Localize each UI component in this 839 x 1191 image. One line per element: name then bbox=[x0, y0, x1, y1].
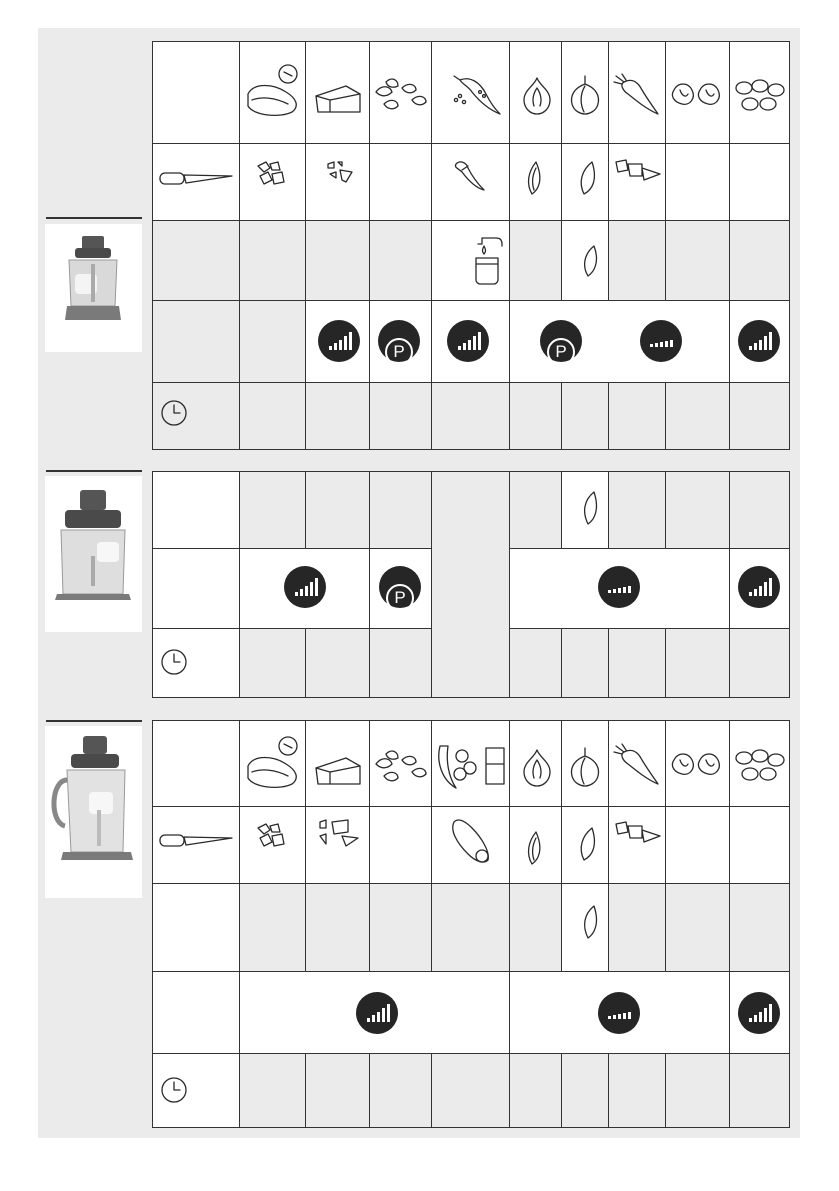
low-speed-icon bbox=[640, 320, 682, 362]
knife-icon bbox=[158, 168, 236, 190]
pulse-button-icon: P bbox=[540, 320, 582, 362]
walnuts-icon bbox=[670, 750, 726, 782]
water-tap-icon bbox=[470, 234, 506, 286]
onion-wedge-icon bbox=[524, 160, 548, 196]
chili-cut-icon bbox=[452, 158, 488, 194]
garlic-icon bbox=[566, 746, 604, 788]
onion-icon bbox=[520, 748, 554, 788]
meat-icon bbox=[244, 734, 302, 794]
speed-row bbox=[152, 971, 789, 1053]
cubes-icon bbox=[256, 822, 286, 848]
large-chopper-jug-photo bbox=[45, 726, 142, 898]
time-clock-icon bbox=[160, 399, 188, 427]
carrot-pieces-icon bbox=[612, 818, 664, 848]
pulse-button-icon: P bbox=[378, 320, 420, 362]
turbo-speed-icon bbox=[738, 320, 780, 362]
time-clock-icon bbox=[160, 1076, 188, 1104]
cheese-icon bbox=[314, 752, 364, 788]
row-header bbox=[152, 883, 239, 971]
onion-icon bbox=[520, 76, 554, 116]
turbo-speed-icon bbox=[738, 566, 780, 608]
carrot-icon bbox=[612, 72, 662, 116]
turbo-speed-icon bbox=[738, 992, 780, 1034]
herbs-icon bbox=[372, 74, 430, 114]
carrot-icon bbox=[612, 742, 662, 786]
medium-chopper-photo bbox=[45, 476, 142, 632]
chili-icon bbox=[440, 72, 502, 116]
garlic-clove-qty-icon bbox=[580, 244, 602, 278]
garlic-clove-icon bbox=[576, 826, 600, 862]
herbs-icon bbox=[372, 746, 430, 786]
low-speed-icon bbox=[598, 566, 640, 608]
meat-icon bbox=[244, 62, 302, 122]
time-clock-icon bbox=[160, 648, 188, 676]
walnuts-icon bbox=[670, 80, 726, 112]
garlic-icon bbox=[566, 74, 604, 116]
pieces-icon bbox=[326, 160, 356, 186]
garlic-clove-icon bbox=[576, 160, 600, 196]
turbo-speed-icon bbox=[284, 566, 326, 608]
pulse-button-icon: P bbox=[379, 566, 421, 608]
onion-wedge-icon bbox=[524, 830, 548, 866]
cubes-icon bbox=[256, 160, 286, 186]
almonds-icon bbox=[734, 748, 788, 784]
low-speed-icon bbox=[598, 992, 640, 1034]
cheese-icon bbox=[314, 80, 364, 116]
knife-icon bbox=[158, 830, 236, 852]
turbo-speed-icon bbox=[318, 320, 360, 362]
garlic-clove-qty-icon bbox=[580, 904, 602, 940]
pieces-icon bbox=[318, 818, 362, 848]
small-chopper-photo bbox=[45, 224, 142, 352]
fruit-milk-icon bbox=[434, 740, 508, 792]
banana-slice-icon bbox=[448, 812, 492, 868]
turbo-speed-icon bbox=[447, 320, 489, 362]
carrot-pieces-icon bbox=[612, 156, 664, 186]
row-header bbox=[152, 472, 239, 548]
turbo-speed-icon bbox=[356, 992, 398, 1034]
garlic-clove-qty-icon bbox=[580, 490, 602, 526]
almonds-icon bbox=[734, 78, 788, 114]
